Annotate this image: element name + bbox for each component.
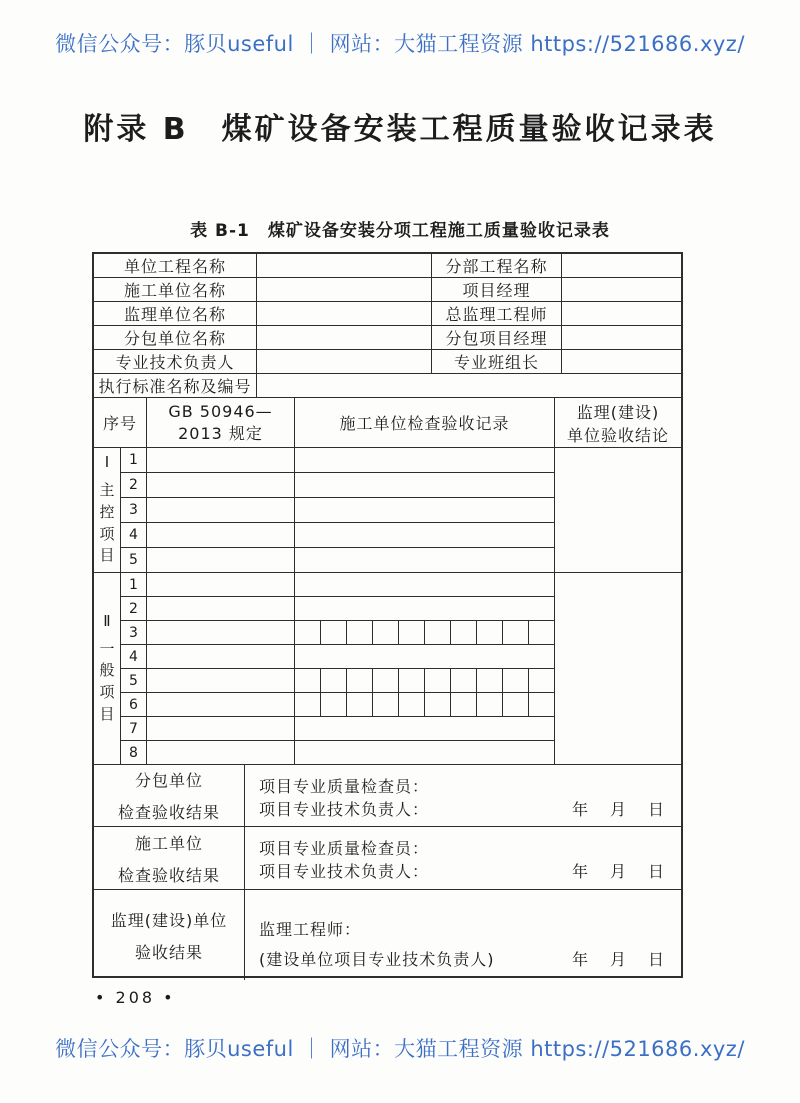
row-number-cell: 6 xyxy=(121,693,147,716)
record-cell xyxy=(295,548,554,572)
spec-cell xyxy=(147,498,295,522)
section-name: 一般项目 xyxy=(99,639,115,723)
row-number-cell: 3 xyxy=(121,498,147,522)
row-number-cell: 4 xyxy=(121,645,147,668)
date-placeholder: 年 月 日 xyxy=(571,800,667,819)
measure-box xyxy=(373,669,399,692)
spec-cell xyxy=(147,717,295,740)
watermark-bottom: 微信公众号：豚贝useful ｜ 网站：大猫工程资源 https://521686.xyz/ xyxy=(55,1037,745,1061)
footer-section-content xyxy=(245,827,681,889)
section-label xyxy=(94,573,121,764)
measure-boxes xyxy=(295,669,554,692)
spec-cell xyxy=(147,573,295,596)
info-value-cell xyxy=(257,302,432,325)
measure-box xyxy=(295,669,321,692)
measure-box xyxy=(373,693,399,716)
record-cell xyxy=(295,741,554,764)
info-value-cell xyxy=(257,278,432,301)
measure-box xyxy=(399,621,425,644)
measure-box xyxy=(425,669,451,692)
footer-section-label xyxy=(94,827,245,889)
measure-box xyxy=(295,621,321,644)
measure-box xyxy=(321,669,347,692)
footer-section-label xyxy=(94,765,245,826)
spec-cell xyxy=(147,548,295,572)
section-numeral: Ⅰ xyxy=(104,453,110,471)
footer-section xyxy=(94,890,681,980)
footer-section-content xyxy=(245,765,681,826)
grid-row xyxy=(121,448,554,473)
info-value-cell xyxy=(562,350,681,373)
info-label-cell: 总监理工程师 xyxy=(432,302,562,325)
signature-line xyxy=(259,859,667,882)
measure-box xyxy=(503,621,529,644)
watermark-top: 微信公众号：豚贝useful ｜ 网站：大猫工程资源 https://521686.xyz/ xyxy=(55,32,745,56)
spec-header-cell xyxy=(147,398,295,447)
grid-row xyxy=(121,523,554,548)
measure-box xyxy=(477,669,503,692)
seq-header-cell: 序号 xyxy=(94,398,147,447)
conclusion-cell xyxy=(555,573,681,764)
info-label-cell: 项目经理 xyxy=(432,278,562,301)
record-cell xyxy=(295,645,554,668)
row-number-cell: 4 xyxy=(121,523,147,547)
spec-cell xyxy=(147,523,295,547)
spec-cell xyxy=(147,621,295,644)
info-label-cell: 专业技术负责人 xyxy=(94,350,257,373)
measure-box xyxy=(503,693,529,716)
grid-row xyxy=(121,741,554,764)
grid-row xyxy=(121,621,554,645)
page-title: 附录 B 煤矿设备安装工程质量验收记录表 xyxy=(83,112,717,147)
grid-row xyxy=(121,473,554,498)
conclusion-cell xyxy=(555,448,681,572)
measure-box xyxy=(529,669,554,692)
measure-box xyxy=(529,693,554,716)
info-label-cell: 单位工程名称 xyxy=(94,254,257,277)
grid-row xyxy=(121,548,554,572)
info-label-cell: 监理单位名称 xyxy=(94,302,257,325)
footer-section xyxy=(94,827,681,890)
record-cell xyxy=(295,473,554,497)
info-value-cell xyxy=(562,326,681,349)
section-rows xyxy=(121,448,555,572)
standard-label-cell: 执行标准名称及编号 xyxy=(94,374,257,397)
measure-box xyxy=(321,693,347,716)
measure-box xyxy=(503,669,529,692)
footer-section-label xyxy=(94,890,245,980)
row-number-cell: 5 xyxy=(121,548,147,572)
standard-row xyxy=(94,374,681,398)
footer-label-line: 验收结果 xyxy=(134,942,203,962)
signature-label: (建设单位项目专业技术负责人) xyxy=(259,950,495,969)
grid-section xyxy=(94,573,681,765)
spec-cell xyxy=(147,645,295,668)
measure-box xyxy=(295,693,321,716)
row-number-cell: 2 xyxy=(121,597,147,620)
info-value-cell xyxy=(257,326,432,349)
spec-header-line2: 2013 规定 xyxy=(178,423,263,443)
grid-header-row xyxy=(94,398,681,448)
record-table xyxy=(92,252,683,978)
footer-label-line: 检查验收结果 xyxy=(117,803,220,822)
measure-box xyxy=(399,669,425,692)
row-number-cell: 3 xyxy=(121,621,147,644)
measure-box xyxy=(477,621,503,644)
measure-boxes xyxy=(295,693,554,716)
grid-row xyxy=(121,645,554,669)
measure-box xyxy=(529,621,554,644)
row-number-cell: 1 xyxy=(121,573,147,596)
row-number-cell: 1 xyxy=(121,448,147,472)
section-numeral: Ⅱ xyxy=(103,611,111,630)
measure-box xyxy=(347,621,373,644)
info-row xyxy=(94,254,681,278)
measure-box xyxy=(347,693,373,716)
signature-line: 项目专业质量检查员： xyxy=(259,839,430,858)
grid-row xyxy=(121,717,554,741)
page-number: • 208 • xyxy=(95,988,176,1007)
grid-row xyxy=(121,597,554,621)
record-cell xyxy=(295,693,554,716)
info-row xyxy=(94,326,681,350)
date-placeholder: 年 月 日 xyxy=(571,950,667,969)
record-cell xyxy=(295,448,554,472)
grid-row xyxy=(121,498,554,523)
row-number-cell: 8 xyxy=(121,741,147,764)
info-value-cell xyxy=(562,254,681,277)
footer-section-content xyxy=(245,890,681,980)
signature-line: 项目专业质量检查员： xyxy=(259,777,430,796)
measure-box xyxy=(425,621,451,644)
spec-cell xyxy=(147,448,295,472)
footer-label-line: 检查验收结果 xyxy=(117,865,220,885)
date-placeholder: 年 月 日 xyxy=(571,862,667,881)
info-row xyxy=(94,278,681,302)
signature-label: 项目专业技术负责人： xyxy=(259,800,430,819)
measure-box xyxy=(451,621,477,644)
spec-cell xyxy=(147,741,295,764)
signature-line: 监理工程师： xyxy=(259,920,362,939)
spec-cell xyxy=(147,473,295,497)
info-value-cell xyxy=(562,302,681,325)
record-cell xyxy=(295,669,554,692)
measure-box xyxy=(399,693,425,716)
row-number-cell: 7 xyxy=(121,717,147,740)
measure-box xyxy=(373,621,399,644)
footer-sections xyxy=(94,765,681,980)
grid-row xyxy=(121,573,554,597)
footer-section xyxy=(94,765,681,827)
measure-box xyxy=(321,621,347,644)
signature-line xyxy=(259,947,667,970)
table-caption: 表 B-1 煤矿设备安装分项工程施工质量验收记录表 xyxy=(190,221,610,241)
info-label-cell: 施工单位名称 xyxy=(94,278,257,301)
record-cell xyxy=(295,523,554,547)
grid-sections xyxy=(94,448,681,765)
spec-cell xyxy=(147,693,295,716)
grid-section xyxy=(94,448,681,573)
footer-label-line: 施工单位 xyxy=(134,833,203,853)
record-cell xyxy=(295,597,554,620)
grid-row xyxy=(121,693,554,717)
row-number-cell: 5 xyxy=(121,669,147,692)
measure-box xyxy=(347,669,373,692)
record-cell xyxy=(295,573,554,596)
grid-row xyxy=(121,669,554,693)
signature-label: 项目专业技术负责人： xyxy=(259,862,430,881)
footer-label-line: 分包单位 xyxy=(134,771,203,790)
record-cell xyxy=(295,621,554,644)
measure-box xyxy=(451,693,477,716)
conclusion-header-line2: 单位验收结论 xyxy=(566,425,669,445)
conclusion-header-cell xyxy=(555,398,681,447)
section-label xyxy=(94,448,121,572)
info-row xyxy=(94,302,681,326)
conclusion-header-line1: 监理(建设) xyxy=(576,402,660,422)
info-label-cell: 分部工程名称 xyxy=(432,254,562,277)
record-header-cell: 施工单位检查验收记录 xyxy=(295,398,555,447)
info-value-cell xyxy=(257,350,432,373)
record-cell xyxy=(295,498,554,522)
measure-box xyxy=(451,669,477,692)
info-row xyxy=(94,350,681,374)
record-cell xyxy=(295,717,554,740)
info-label-cell: 分包单位名称 xyxy=(94,326,257,349)
spec-header-line1: GB 50946— xyxy=(168,401,273,421)
measure-boxes xyxy=(295,621,554,644)
standard-value-cell xyxy=(257,374,681,397)
spec-cell xyxy=(147,669,295,692)
measure-box xyxy=(425,693,451,716)
info-value-cell xyxy=(562,278,681,301)
row-number-cell: 2 xyxy=(121,473,147,497)
footer-label-line: 监理(建设)单位 xyxy=(110,910,228,930)
spec-cell xyxy=(147,597,295,620)
section-name: 主控项目 xyxy=(99,481,115,565)
info-label-cell: 分包项目经理 xyxy=(432,326,562,349)
signature-line xyxy=(259,797,667,820)
info-value-cell xyxy=(257,254,432,277)
info-label-cell: 专业班组长 xyxy=(432,350,562,373)
section-rows xyxy=(121,573,555,764)
info-rows xyxy=(94,254,681,374)
measure-box xyxy=(477,693,503,716)
